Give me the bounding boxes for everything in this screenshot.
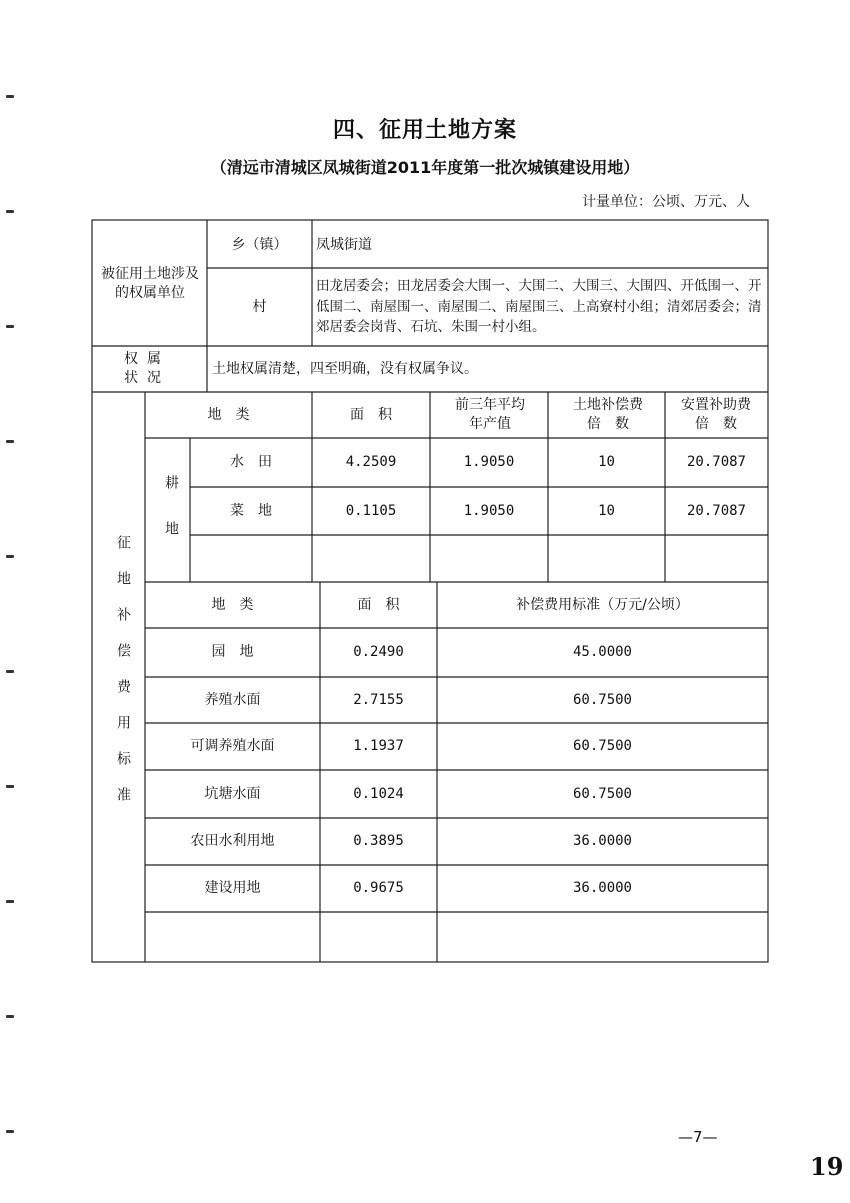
arable-row-1-resettle-multiple: 20.7087 (686, 454, 746, 471)
other-row-6-type: 建设用地 (204, 880, 261, 897)
binding-mark (6, 325, 14, 328)
document-title: 四、征用土地方案 (332, 118, 517, 143)
other-row-1-area: 0.2490 (353, 644, 404, 661)
header-land-type-b: 地 类 (211, 596, 254, 613)
binding-mark (6, 1015, 14, 1018)
other-row-3-type: 可调养殖水面 (190, 738, 275, 755)
header-area-a: 面 积 (350, 406, 392, 423)
corner-stamp: 19 (810, 1152, 844, 1181)
town-value: 凤城街道 (316, 236, 372, 253)
other-row-6-standard: 36.0000 (572, 880, 632, 897)
status-value: 土地权属清楚，四至明确，没有权属争议。 (212, 360, 478, 377)
other-row-2-standard: 60.7500 (572, 691, 632, 708)
other-row-4-area: 0.1024 (353, 785, 404, 802)
compensation-section-label: 征地补偿费用标准 (115, 535, 131, 823)
other-row-5-type: 农田水利用地 (190, 833, 275, 850)
binding-mark (6, 670, 14, 673)
other-row-4-standard: 60.7500 (572, 785, 632, 802)
binding-mark (6, 210, 14, 213)
unit-line: 计量单位：公顷、万元、人 (582, 194, 750, 210)
other-row-3-standard: 60.7500 (572, 738, 632, 755)
other-row-2-type: 养殖水面 (204, 691, 261, 708)
binding-mark (6, 555, 14, 558)
ownership-section-label: 被征用土地涉及的权属单位 (101, 266, 199, 301)
binding-mark (6, 785, 14, 788)
arable-row-1-land-multiple: 10 (598, 454, 615, 471)
other-row-3-area: 1.1937 (353, 738, 404, 755)
arable-row-2-avg-output: 1.9050 (463, 502, 515, 519)
binding-mark (6, 900, 14, 903)
header-standard: 补偿费用标准（万元/公顷） (516, 596, 689, 613)
other-row-5-area: 0.3895 (353, 833, 404, 850)
arable-row-1-avg-output: 1.9050 (463, 454, 515, 471)
arable-row-1-area: 4.2509 (345, 454, 397, 471)
header-resettle-multiple: 安置补助费倍 数 (681, 397, 751, 432)
arable-row-2-resettle-multiple: 20.7087 (686, 502, 746, 519)
arable-row-2-type: 菜 地 (230, 502, 272, 519)
other-row-6-area: 0.9675 (353, 880, 404, 897)
arable-land-label: 耕地 (163, 475, 179, 567)
village-label: 村 (252, 298, 267, 315)
other-row-2-area: 2.7155 (353, 691, 404, 708)
header-area-b: 面 积 (357, 596, 400, 613)
header-land-multiple: 土地补偿费倍 数 (573, 397, 643, 432)
other-row-1-standard: 45.0000 (572, 644, 632, 661)
other-row-5-standard: 36.0000 (572, 833, 632, 850)
document-subtitle: （清远市清城区凤城街道2011年度第一批次城镇建设用地） (210, 158, 640, 177)
header-avg-output: 前三年平均年产值 (455, 397, 525, 432)
binding-mark (6, 1130, 14, 1133)
status-label: 权属状况 (124, 351, 170, 386)
town-label: 乡（镇） (231, 236, 288, 253)
binding-mark (6, 440, 14, 443)
header-land-type-a: 地 类 (207, 406, 250, 423)
binding-mark (6, 95, 14, 98)
other-row-4-type: 坑塘水面 (204, 785, 261, 802)
page-number: —7— (678, 1128, 718, 1146)
other-row-1-type: 园 地 (211, 644, 254, 661)
arable-row-2-land-multiple: 10 (598, 502, 615, 519)
arable-row-1-type: 水 田 (230, 454, 272, 471)
arable-row-2-area: 0.1105 (345, 502, 397, 519)
village-value: 田龙居委会；田龙居委会大围一、大围二、大围三、大围四、开低围一、开低围二、南屋围一、南屋围二、南屋围三、上高寮村小组；清郊居委会；清郊居委会岗背、石坑、朱围一村小组。 (316, 277, 762, 336)
